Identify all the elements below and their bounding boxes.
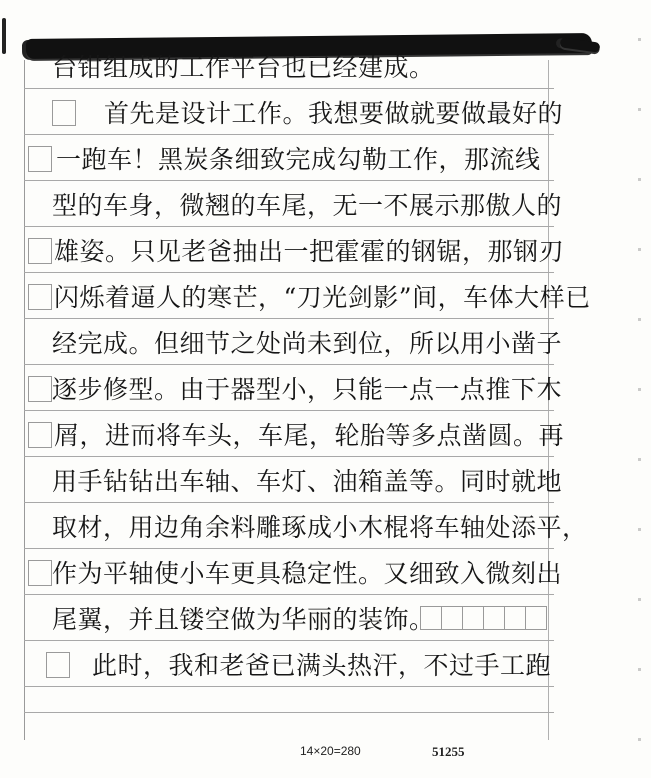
text-line-3: 一跑车！黑炭条细致完成勾勒工作，那流线: [56, 145, 541, 174]
text-line-10: 用手钻钻出车轴、车灯、油箱盖等。同时就地: [52, 467, 563, 496]
grid-box: [46, 652, 70, 678]
text-line-7: 经完成。但细节之处尚未到位，所以用小凿子: [52, 329, 563, 358]
grid-box: [28, 238, 52, 264]
grid-box: [462, 606, 483, 630]
ruled-line: [24, 180, 554, 181]
ruled-line: [24, 686, 554, 687]
serial-number: 51255: [432, 744, 465, 759]
ruled-line: [24, 456, 554, 457]
ruled-line: [24, 548, 554, 549]
empty-grid-cells: [420, 606, 547, 630]
ruled-line: [24, 594, 554, 595]
ruled-line: [24, 640, 554, 641]
grid-box: [52, 100, 76, 126]
text-line-8: 逐步修型。由于器型小，只能一点一点推下木: [52, 375, 563, 404]
text-line-2: 首先是设计工作。我想要做就要做最好的: [104, 99, 564, 128]
text-line-4: 型的车身，微翘的车尾，无一不展示那傲人的: [52, 191, 563, 220]
grid-box: [504, 606, 525, 630]
ruled-line: [24, 226, 554, 227]
ruled-line: [24, 88, 554, 89]
ruled-line: [24, 134, 554, 135]
text-line-12: 作为平轴使小车更具稳定性。又细致入微刻出: [52, 559, 563, 588]
grid-box: [28, 146, 52, 172]
text-line-5: 雄姿。只见老爸抽出一把霍霍的钢锯，那钢刃: [54, 237, 565, 266]
grid-box: [441, 606, 462, 630]
grid-box: [28, 284, 52, 310]
ruled-line: [24, 410, 554, 411]
ruled-line: [24, 502, 554, 503]
grid-box: [28, 422, 52, 448]
grid-box: [483, 606, 504, 630]
grid-box: [420, 606, 441, 630]
ruled-line: [24, 318, 554, 319]
ruled-line: [24, 364, 554, 365]
grid-box: [28, 560, 52, 586]
grid-box: [28, 376, 52, 402]
text-line-1: 台钳组成的工作平台也已经建成。: [52, 53, 435, 82]
grid-spec-label: 14×20=280: [300, 744, 361, 758]
text-line-14: 此时，我和老爸已满头热汗，不过手工跑: [92, 651, 552, 680]
ruled-line: [24, 712, 554, 713]
ruled-line: [24, 272, 554, 273]
text-line-9: 屑，进而将车头，车尾，轮胎等多点凿圆。再: [54, 421, 565, 450]
grid-box: [525, 606, 547, 630]
text-line-6: 闪烁着逼人的寒芒，“刀光剑影”间，车体大样已: [54, 283, 591, 312]
text-line-13: 尾翼，并且镂空做为华丽的装饰。: [52, 605, 435, 634]
text-line-11: 取材，用边角余料雕琢成小木棍将车轴处添平，: [52, 513, 588, 542]
